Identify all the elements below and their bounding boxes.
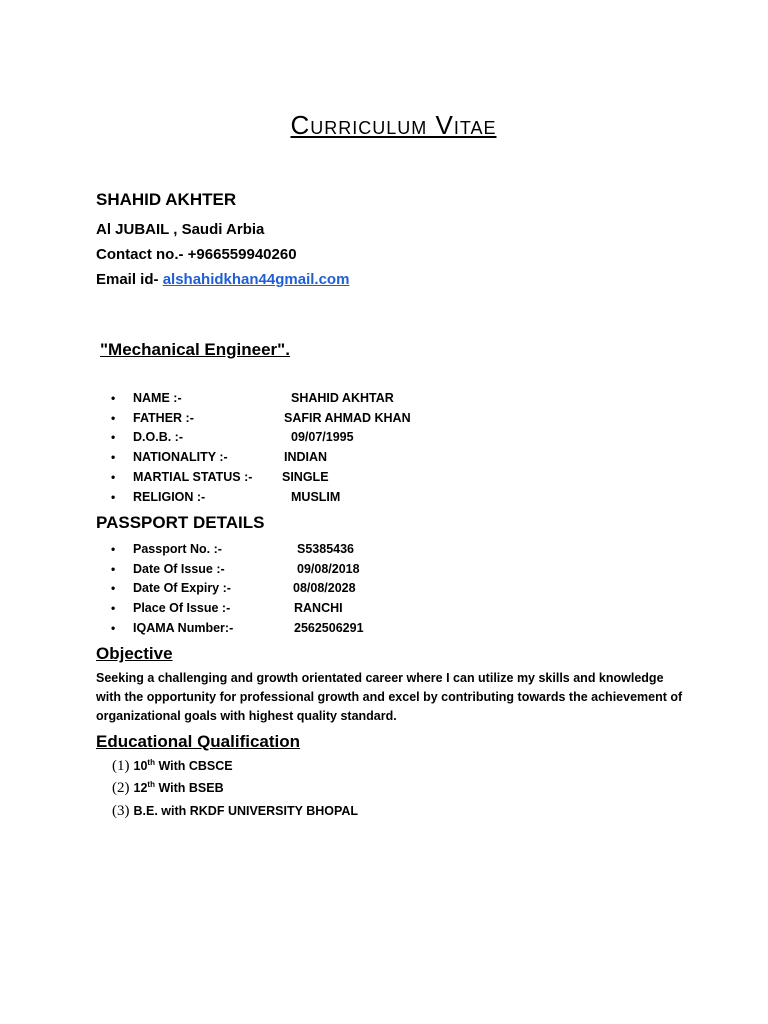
item-number: (1) — [112, 758, 130, 775]
item-rest: With BSEB — [154, 781, 224, 796]
contact-value: +966559940260 — [187, 246, 297, 263]
detail-label: D.O.B. :- — [133, 430, 183, 445]
education-item — [112, 758, 233, 775]
education-item — [112, 803, 358, 820]
passport-value: RANCHI — [294, 601, 343, 616]
location: Al JUBAIL , Saudi Arbia — [96, 221, 265, 238]
detail-value: 09/07/1995 — [291, 430, 354, 445]
item-main: 10 — [133, 759, 148, 774]
bullet-icon: • — [111, 542, 116, 556]
passport-value: 2562506291 — [294, 620, 364, 635]
detail-value: INDIAN — [284, 450, 328, 465]
detail-label: MARTIAL STATUS :- — [133, 469, 253, 484]
detail-label: NATIONALITY :- — [133, 450, 228, 465]
passport-heading: PASSPORT DETAILS — [96, 513, 265, 532]
list-item — [111, 581, 511, 601]
passport-value: S5385436 — [297, 542, 355, 556]
bullet-icon: • — [111, 450, 116, 465]
email-link[interactable]: alshahidkhan44gmail.com — [162, 271, 350, 288]
bullet-icon: • — [111, 601, 116, 616]
list-item — [111, 562, 511, 582]
bullet-icon: • — [111, 430, 116, 445]
passport-label: Date Of Expiry :- — [133, 581, 231, 596]
passport-value: 08/08/2028 — [293, 581, 356, 596]
list-item — [111, 470, 511, 490]
bullet-icon: • — [111, 561, 116, 576]
objective-heading: Objective — [96, 644, 173, 663]
bullet-icon: • — [111, 469, 116, 484]
list-item — [111, 542, 511, 562]
list-item — [111, 601, 511, 621]
item-number: (2) — [112, 780, 130, 797]
detail-label: RELIGION :- — [133, 489, 206, 504]
list-item — [111, 430, 511, 450]
detail-value: SAFIR AHMAD KHAN — [284, 410, 411, 425]
passport-value: 09/08/2018 — [297, 561, 360, 576]
list-item — [111, 450, 511, 470]
candidate-name: SHAHID AKHTER — [96, 190, 237, 209]
detail-value: SINGLE — [282, 469, 329, 484]
passport-label: Date Of Issue :- — [133, 561, 225, 576]
list-item — [111, 391, 511, 411]
item-superscript: th — [147, 780, 155, 789]
detail-label: NAME :- — [133, 391, 182, 405]
education-item — [112, 780, 224, 797]
detail-value: MUSLIM — [291, 489, 341, 504]
bullet-icon: • — [111, 410, 116, 425]
item-number: (3) — [112, 803, 130, 819]
passport-label: Passport No. :- — [133, 542, 222, 556]
passport-label: Place Of Issue :- — [133, 601, 231, 616]
objective-text: Seeking a challenging and growth orientated career where I can utilize my skills and knowledge with the opportunity for professional growth and excel by contributing towards the achievement of organizational goals with highest quality standard. — [96, 671, 683, 723]
bullet-icon: • — [111, 581, 116, 596]
contact-line — [96, 246, 297, 263]
detail-label: FATHER :- — [133, 410, 194, 425]
bullet-icon: • — [111, 489, 116, 504]
list-item — [111, 621, 511, 641]
list-item — [111, 490, 511, 510]
detail-value: SHAHID AKHTAR — [291, 391, 394, 405]
email-label: Email id- — [96, 271, 159, 288]
passport-label: IQAMA Number:- — [133, 620, 234, 635]
role-heading: "Mechanical Engineer". — [100, 340, 290, 359]
bullet-icon: • — [111, 620, 116, 635]
education-heading: Educational Qualification — [96, 732, 301, 751]
item-rest: With CBSCE — [154, 759, 233, 774]
email-line — [96, 271, 349, 288]
contact-label: Contact no.- — [96, 246, 184, 263]
item-main: B.E. with RKDF UNIVERSITY BHOPAL — [133, 804, 359, 818]
item-superscript: th — [147, 758, 155, 767]
item-main: 12 — [133, 781, 148, 796]
bullet-icon: • — [111, 391, 116, 405]
page-title: Curriculum Vitae — [290, 110, 497, 140]
list-item — [111, 411, 511, 431]
